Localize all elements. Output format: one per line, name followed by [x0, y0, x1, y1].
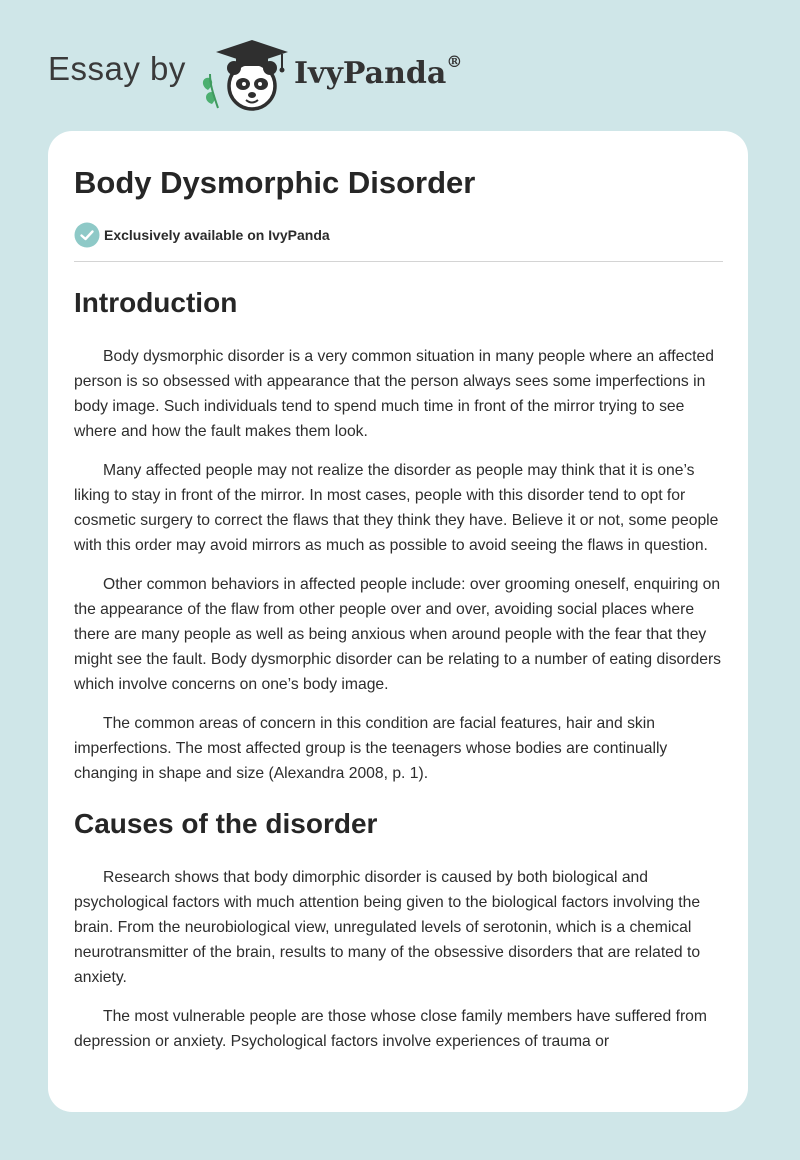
exclusive-badge: [74, 222, 330, 248]
badge-label: Exclusively available on IvyPanda: [104, 227, 330, 243]
section-heading-introduction: Introduction: [74, 287, 238, 318]
essay-body: [74, 281, 724, 1054]
paragraph: Research shows that body dimorphic disorder is caused by both biological and psychological factors with much attention being given to the biological factors involving the brain. From the neurobiological view, unregulated levels of serotonin, which is a chemical neurotransmitter of the brain, results to many of the obsessive disorders that are related to anxiety.: [74, 869, 701, 986]
paragraph: Other common behaviors in affected people include: over grooming oneself, enquiring on the appearance of the flaw from other people over and over, avoiding social places where there are many people as well as being anxious when around people with the fear that they might see the fault. Body dysmorphic disorder can be relating to a number of eating disorders which involve concerns on one’s body image.: [74, 576, 722, 693]
brand-prefix: Essay by: [48, 50, 186, 87]
paragraph: The most vulnerable people are those whose close family members have suffered from depression or anxiety. Psychological factors involve experiences of trauma or: [74, 1008, 707, 1050]
section-heading-causes: Causes of the disorder: [74, 808, 378, 839]
paragraph: Many affected people may not realize the disorder as people may think that it is one’s liking to stay in front of the mirror. In most cases, people with this disorder tend to opt for cosmetic surgery to correct the flaws that they think they have. Believe it or not, some people with this order may avoid mirrors as much as possible to avoid seeing the flaws in question.: [74, 462, 719, 554]
essay-title: Body Dysmorphic Disorder: [74, 165, 476, 200]
divider: [74, 261, 723, 262]
paragraph: Body dysmorphic disorder is a very common situation in many people where an affected person is so obsessed with appearance that the person always sees some imperfections in body image. Such individuals tend to spend much time in front of the mirror trying to see where and how the fault makes them look.: [74, 348, 714, 440]
brand-name: IvyPanda®: [294, 52, 463, 91]
essay-card: [48, 131, 748, 1112]
paragraph: The common areas of concern in this condition are facial features, hair and skin imperfections. The most affected group is the teenagers whose bodies are continually changing in shape and size (Alexandra 2008, p. 1).: [74, 715, 668, 782]
panda-logo-icon: [198, 34, 290, 112]
brand-header: [48, 34, 508, 114]
registered-mark: ®: [446, 52, 463, 71]
check-circle-icon: [74, 222, 100, 248]
